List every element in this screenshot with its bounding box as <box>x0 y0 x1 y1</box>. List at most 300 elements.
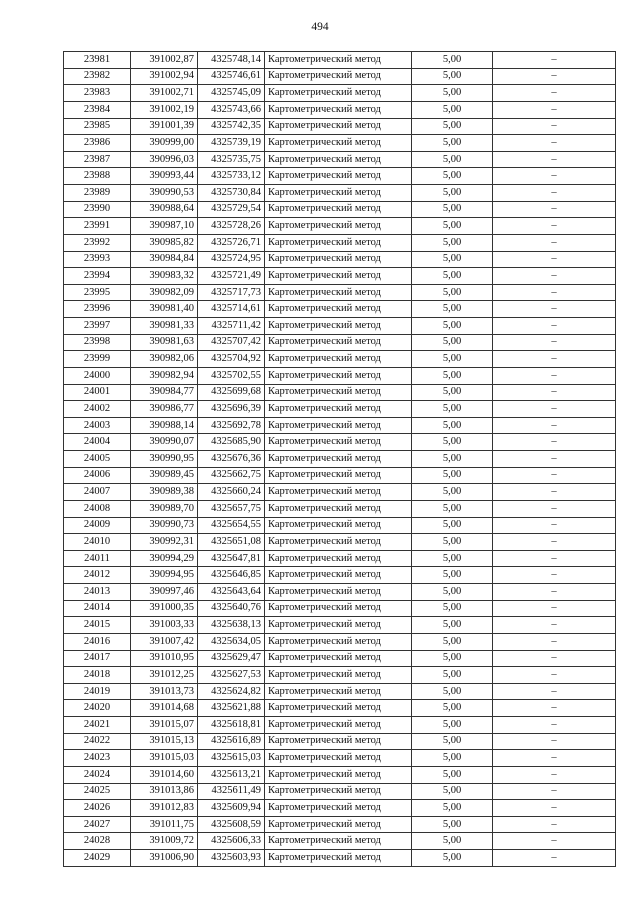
y-coordinate-cell: 4325692,78 <box>198 417 265 434</box>
point-number-cell: 24019 <box>64 683 131 700</box>
table-row <box>64 118 616 135</box>
method-cell: Картометрический метод <box>265 700 412 717</box>
y-coordinate-cell: 4325721,49 <box>198 268 265 285</box>
y-coordinate-cell: 4325651,08 <box>198 534 265 551</box>
point-number-cell: 23995 <box>64 284 131 301</box>
accuracy-cell: 5,00 <box>412 284 493 301</box>
table-row <box>64 850 616 867</box>
point-number-cell: 24025 <box>64 783 131 800</box>
point-number-cell: 24022 <box>64 733 131 750</box>
point-number-cell: 23985 <box>64 118 131 135</box>
method-cell: Картометрический метод <box>265 617 412 634</box>
description-cell: – <box>493 650 616 667</box>
table-row <box>64 168 616 185</box>
accuracy-cell: 5,00 <box>412 434 493 451</box>
y-coordinate-cell: 4325728,26 <box>198 218 265 235</box>
table-row <box>64 550 616 567</box>
description-cell: – <box>493 451 616 468</box>
y-coordinate-cell: 4325676,36 <box>198 451 265 468</box>
table-row <box>64 800 616 817</box>
table-row <box>64 101 616 118</box>
x-coordinate-cell: 390992,31 <box>131 534 198 551</box>
point-number-cell: 23991 <box>64 218 131 235</box>
y-coordinate-cell: 4325748,14 <box>198 52 265 69</box>
table-row <box>64 85 616 102</box>
description-cell: – <box>493 52 616 69</box>
point-number-cell: 23988 <box>64 168 131 185</box>
x-coordinate-cell: 391015,07 <box>131 717 198 734</box>
table-row <box>64 234 616 251</box>
method-cell: Картометрический метод <box>265 268 412 285</box>
accuracy-cell: 5,00 <box>412 467 493 484</box>
x-coordinate-cell: 390999,00 <box>131 135 198 152</box>
x-coordinate-cell: 391014,60 <box>131 766 198 783</box>
method-cell: Картометрический метод <box>265 717 412 734</box>
table-row <box>64 816 616 833</box>
method-cell: Картометрический метод <box>265 185 412 202</box>
x-coordinate-cell: 390993,44 <box>131 168 198 185</box>
point-number-cell: 24005 <box>64 451 131 468</box>
accuracy-cell: 5,00 <box>412 417 493 434</box>
y-coordinate-cell: 4325640,76 <box>198 600 265 617</box>
table-row <box>64 301 616 318</box>
description-cell: – <box>493 351 616 368</box>
table-row <box>64 218 616 235</box>
x-coordinate-cell: 390982,94 <box>131 367 198 384</box>
method-cell: Картометрический метод <box>265 151 412 168</box>
point-number-cell: 24004 <box>64 434 131 451</box>
accuracy-cell: 5,00 <box>412 667 493 684</box>
method-cell: Картометрический метод <box>265 816 412 833</box>
accuracy-cell: 5,00 <box>412 384 493 401</box>
point-number-cell: 23982 <box>64 68 131 85</box>
accuracy-cell: 5,00 <box>412 700 493 717</box>
accuracy-cell: 5,00 <box>412 733 493 750</box>
accuracy-cell: 5,00 <box>412 451 493 468</box>
accuracy-cell: 5,00 <box>412 251 493 268</box>
y-coordinate-cell: 4325707,42 <box>198 334 265 351</box>
x-coordinate-cell: 391001,39 <box>131 118 198 135</box>
x-coordinate-cell: 390996,03 <box>131 151 198 168</box>
y-coordinate-cell: 4325654,55 <box>198 517 265 534</box>
description-cell: – <box>493 135 616 152</box>
y-coordinate-cell: 4325643,64 <box>198 584 265 601</box>
x-coordinate-cell: 390988,14 <box>131 417 198 434</box>
method-cell: Картометрический метод <box>265 334 412 351</box>
point-number-cell: 24028 <box>64 833 131 850</box>
accuracy-cell: 5,00 <box>412 750 493 767</box>
x-coordinate-cell: 390990,07 <box>131 434 198 451</box>
description-cell: – <box>493 417 616 434</box>
point-number-cell: 24029 <box>64 850 131 867</box>
y-coordinate-cell: 4325627,53 <box>198 667 265 684</box>
x-coordinate-cell: 390981,63 <box>131 334 198 351</box>
method-cell: Картометрический метод <box>265 85 412 102</box>
description-cell: – <box>493 85 616 102</box>
y-coordinate-cell: 4325743,66 <box>198 101 265 118</box>
table-row <box>64 700 616 717</box>
x-coordinate-cell: 390990,95 <box>131 451 198 468</box>
accuracy-cell: 5,00 <box>412 783 493 800</box>
method-cell: Картометрический метод <box>265 401 412 418</box>
description-cell: – <box>493 517 616 534</box>
x-coordinate-cell: 391007,42 <box>131 633 198 650</box>
table-row <box>64 334 616 351</box>
accuracy-cell: 5,00 <box>412 334 493 351</box>
accuracy-cell: 5,00 <box>412 484 493 501</box>
y-coordinate-cell: 4325603,93 <box>198 850 265 867</box>
method-cell: Картометрический метод <box>265 783 412 800</box>
x-coordinate-cell: 391015,13 <box>131 733 198 750</box>
table-row <box>64 567 616 584</box>
description-cell: – <box>493 766 616 783</box>
point-number-cell: 24015 <box>64 617 131 634</box>
point-number-cell: 24000 <box>64 367 131 384</box>
x-coordinate-cell: 390989,45 <box>131 467 198 484</box>
y-coordinate-cell: 4325699,68 <box>198 384 265 401</box>
table-row <box>64 534 616 551</box>
method-cell: Картометрический метод <box>265 733 412 750</box>
method-cell: Картометрический метод <box>265 118 412 135</box>
method-cell: Картометрический метод <box>265 101 412 118</box>
y-coordinate-cell: 4325624,82 <box>198 683 265 700</box>
method-cell: Картометрический метод <box>265 633 412 650</box>
method-cell: Картометрический метод <box>265 434 412 451</box>
table-row <box>64 401 616 418</box>
point-number-cell: 23999 <box>64 351 131 368</box>
description-cell: – <box>493 633 616 650</box>
description-cell: – <box>493 434 616 451</box>
point-number-cell: 23990 <box>64 201 131 218</box>
x-coordinate-cell: 391000,35 <box>131 600 198 617</box>
point-number-cell: 23984 <box>64 101 131 118</box>
description-cell: – <box>493 816 616 833</box>
y-coordinate-cell: 4325745,09 <box>198 85 265 102</box>
point-number-cell: 24011 <box>64 550 131 567</box>
accuracy-cell: 5,00 <box>412 351 493 368</box>
method-cell: Картометрический метод <box>265 168 412 185</box>
x-coordinate-cell: 391010,95 <box>131 650 198 667</box>
y-coordinate-cell: 4325657,75 <box>198 500 265 517</box>
method-cell: Картометрический метод <box>265 68 412 85</box>
accuracy-cell: 5,00 <box>412 550 493 567</box>
accuracy-cell: 5,00 <box>412 534 493 551</box>
table-row <box>64 750 616 767</box>
x-coordinate-cell: 390981,33 <box>131 318 198 335</box>
method-cell: Картометрический метод <box>265 251 412 268</box>
description-cell: – <box>493 617 616 634</box>
accuracy-cell: 5,00 <box>412 600 493 617</box>
y-coordinate-cell: 4325662,75 <box>198 467 265 484</box>
x-coordinate-cell: 390994,29 <box>131 550 198 567</box>
x-coordinate-cell: 390982,06 <box>131 351 198 368</box>
description-cell: – <box>493 500 616 517</box>
method-cell: Картометрический метод <box>265 667 412 684</box>
description-cell: – <box>493 683 616 700</box>
point-number-cell: 24014 <box>64 600 131 617</box>
point-number-cell: 23993 <box>64 251 131 268</box>
table-row <box>64 351 616 368</box>
accuracy-cell: 5,00 <box>412 218 493 235</box>
x-coordinate-cell: 390985,82 <box>131 234 198 251</box>
table-row <box>64 318 616 335</box>
method-cell: Картометрический метод <box>265 384 412 401</box>
y-coordinate-cell: 4325726,71 <box>198 234 265 251</box>
table-row <box>64 268 616 285</box>
table-row <box>64 717 616 734</box>
y-coordinate-cell: 4325616,89 <box>198 733 265 750</box>
y-coordinate-cell: 4325613,21 <box>198 766 265 783</box>
x-coordinate-cell: 391002,19 <box>131 101 198 118</box>
x-coordinate-cell: 391002,71 <box>131 85 198 102</box>
description-cell: – <box>493 850 616 867</box>
method-cell: Картометрический метод <box>265 451 412 468</box>
description-cell: – <box>493 101 616 118</box>
accuracy-cell: 5,00 <box>412 301 493 318</box>
table-row <box>64 683 616 700</box>
coordinates-table-body <box>64 52 616 867</box>
point-number-cell: 23992 <box>64 234 131 251</box>
point-number-cell: 24008 <box>64 500 131 517</box>
y-coordinate-cell: 4325704,92 <box>198 351 265 368</box>
y-coordinate-cell: 4325717,73 <box>198 284 265 301</box>
accuracy-cell: 5,00 <box>412 168 493 185</box>
point-number-cell: 24009 <box>64 517 131 534</box>
description-cell: – <box>493 185 616 202</box>
y-coordinate-cell: 4325608,59 <box>198 816 265 833</box>
description-cell: – <box>493 484 616 501</box>
description-cell: – <box>493 251 616 268</box>
accuracy-cell: 5,00 <box>412 617 493 634</box>
accuracy-cell: 5,00 <box>412 500 493 517</box>
y-coordinate-cell: 4325609,94 <box>198 800 265 817</box>
accuracy-cell: 5,00 <box>412 234 493 251</box>
page-number: 494 <box>311 21 329 33</box>
method-cell: Картометрический метод <box>265 301 412 318</box>
x-coordinate-cell: 390982,09 <box>131 284 198 301</box>
point-number-cell: 23997 <box>64 318 131 335</box>
accuracy-cell: 5,00 <box>412 717 493 734</box>
description-cell: – <box>493 168 616 185</box>
y-coordinate-cell: 4325724,95 <box>198 251 265 268</box>
accuracy-cell: 5,00 <box>412 517 493 534</box>
y-coordinate-cell: 4325634,05 <box>198 633 265 650</box>
method-cell: Картометрический метод <box>265 650 412 667</box>
method-cell: Картометрический метод <box>265 417 412 434</box>
method-cell: Картометрический метод <box>265 766 412 783</box>
table-row <box>64 284 616 301</box>
accuracy-cell: 5,00 <box>412 185 493 202</box>
description-cell: – <box>493 284 616 301</box>
point-number-cell: 24024 <box>64 766 131 783</box>
x-coordinate-cell: 390997,46 <box>131 584 198 601</box>
accuracy-cell: 5,00 <box>412 567 493 584</box>
table-row <box>64 367 616 384</box>
x-coordinate-cell: 390990,73 <box>131 517 198 534</box>
point-number-cell: 23987 <box>64 151 131 168</box>
x-coordinate-cell: 391002,94 <box>131 68 198 85</box>
method-cell: Картометрический метод <box>265 850 412 867</box>
method-cell: Картометрический метод <box>265 234 412 251</box>
point-number-cell: 24003 <box>64 417 131 434</box>
y-coordinate-cell: 4325621,88 <box>198 700 265 717</box>
point-number-cell: 24021 <box>64 717 131 734</box>
accuracy-cell: 5,00 <box>412 650 493 667</box>
y-coordinate-cell: 4325714,61 <box>198 301 265 318</box>
table-row <box>64 584 616 601</box>
x-coordinate-cell: 391015,03 <box>131 750 198 767</box>
y-coordinate-cell: 4325615,03 <box>198 750 265 767</box>
accuracy-cell: 5,00 <box>412 367 493 384</box>
x-coordinate-cell: 390987,10 <box>131 218 198 235</box>
x-coordinate-cell: 391009,72 <box>131 833 198 850</box>
point-number-cell: 24016 <box>64 633 131 650</box>
table-row <box>64 484 616 501</box>
description-cell: – <box>493 567 616 584</box>
x-coordinate-cell: 390986,77 <box>131 401 198 418</box>
table-row <box>64 384 616 401</box>
accuracy-cell: 5,00 <box>412 101 493 118</box>
point-number-cell: 24027 <box>64 816 131 833</box>
accuracy-cell: 5,00 <box>412 584 493 601</box>
description-cell: – <box>493 733 616 750</box>
point-number-cell: 23989 <box>64 185 131 202</box>
y-coordinate-cell: 4325746,61 <box>198 68 265 85</box>
point-number-cell: 24002 <box>64 401 131 418</box>
description-cell: – <box>493 334 616 351</box>
point-number-cell: 24012 <box>64 567 131 584</box>
x-coordinate-cell: 391011,75 <box>131 816 198 833</box>
y-coordinate-cell: 4325618,81 <box>198 717 265 734</box>
table-row <box>64 151 616 168</box>
table-row <box>64 467 616 484</box>
accuracy-cell: 5,00 <box>412 135 493 152</box>
x-coordinate-cell: 391014,68 <box>131 700 198 717</box>
description-cell: – <box>493 234 616 251</box>
method-cell: Картометрический метод <box>265 750 412 767</box>
y-coordinate-cell: 4325611,49 <box>198 783 265 800</box>
table-row <box>64 451 616 468</box>
point-number-cell: 23983 <box>64 85 131 102</box>
y-coordinate-cell: 4325696,39 <box>198 401 265 418</box>
method-cell: Картометрический метод <box>265 52 412 69</box>
accuracy-cell: 5,00 <box>412 52 493 69</box>
method-cell: Картометрический метод <box>265 584 412 601</box>
method-cell: Картометрический метод <box>265 517 412 534</box>
x-coordinate-cell: 391006,90 <box>131 850 198 867</box>
method-cell: Картометрический метод <box>265 201 412 218</box>
description-cell: – <box>493 833 616 850</box>
y-coordinate-cell: 4325660,24 <box>198 484 265 501</box>
method-cell: Картометрический метод <box>265 550 412 567</box>
table-row <box>64 135 616 152</box>
accuracy-cell: 5,00 <box>412 633 493 650</box>
method-cell: Картометрический метод <box>265 484 412 501</box>
point-number-cell: 24023 <box>64 750 131 767</box>
accuracy-cell: 5,00 <box>412 800 493 817</box>
method-cell: Картометрический метод <box>265 284 412 301</box>
method-cell: Картометрический метод <box>265 351 412 368</box>
table-row <box>64 633 616 650</box>
accuracy-cell: 5,00 <box>412 833 493 850</box>
description-cell: – <box>493 550 616 567</box>
table-row <box>64 201 616 218</box>
description-cell: – <box>493 68 616 85</box>
description-cell: – <box>493 401 616 418</box>
x-coordinate-cell: 391003,33 <box>131 617 198 634</box>
method-cell: Картометрический метод <box>265 135 412 152</box>
y-coordinate-cell: 4325729,54 <box>198 201 265 218</box>
method-cell: Картометрический метод <box>265 600 412 617</box>
description-cell: – <box>493 367 616 384</box>
table-row <box>64 500 616 517</box>
description-cell: – <box>493 384 616 401</box>
description-cell: – <box>493 201 616 218</box>
description-cell: – <box>493 318 616 335</box>
point-number-cell: 24001 <box>64 384 131 401</box>
accuracy-cell: 5,00 <box>412 683 493 700</box>
method-cell: Картометрический метод <box>265 500 412 517</box>
table-row <box>64 600 616 617</box>
description-cell: – <box>493 301 616 318</box>
accuracy-cell: 5,00 <box>412 850 493 867</box>
table-row <box>64 667 616 684</box>
y-coordinate-cell: 4325647,81 <box>198 550 265 567</box>
accuracy-cell: 5,00 <box>412 68 493 85</box>
x-coordinate-cell: 391012,25 <box>131 667 198 684</box>
table-row <box>64 434 616 451</box>
x-coordinate-cell: 391002,87 <box>131 52 198 69</box>
x-coordinate-cell: 390989,38 <box>131 484 198 501</box>
point-number-cell: 23994 <box>64 268 131 285</box>
description-cell: – <box>493 467 616 484</box>
description-cell: – <box>493 600 616 617</box>
accuracy-cell: 5,00 <box>412 118 493 135</box>
point-number-cell: 23986 <box>64 135 131 152</box>
table-row <box>64 766 616 783</box>
description-cell: – <box>493 783 616 800</box>
point-number-cell: 24018 <box>64 667 131 684</box>
y-coordinate-cell: 4325739,19 <box>198 135 265 152</box>
y-coordinate-cell: 4325733,12 <box>198 168 265 185</box>
description-cell: – <box>493 700 616 717</box>
x-coordinate-cell: 390984,77 <box>131 384 198 401</box>
method-cell: Картометрический метод <box>265 218 412 235</box>
y-coordinate-cell: 4325730,84 <box>198 185 265 202</box>
y-coordinate-cell: 4325646,85 <box>198 567 265 584</box>
table-row <box>64 417 616 434</box>
x-coordinate-cell: 390989,70 <box>131 500 198 517</box>
x-coordinate-cell: 391013,86 <box>131 783 198 800</box>
table-row <box>64 833 616 850</box>
point-number-cell: 23998 <box>64 334 131 351</box>
point-number-cell: 23981 <box>64 52 131 69</box>
point-number-cell: 24007 <box>64 484 131 501</box>
method-cell: Картометрический метод <box>265 467 412 484</box>
y-coordinate-cell: 4325742,35 <box>198 118 265 135</box>
x-coordinate-cell: 390983,32 <box>131 268 198 285</box>
y-coordinate-cell: 4325735,75 <box>198 151 265 168</box>
point-number-cell: 24020 <box>64 700 131 717</box>
description-cell: – <box>493 584 616 601</box>
method-cell: Картометрический метод <box>265 367 412 384</box>
description-cell: – <box>493 268 616 285</box>
accuracy-cell: 5,00 <box>412 766 493 783</box>
description-cell: – <box>493 534 616 551</box>
x-coordinate-cell: 390981,40 <box>131 301 198 318</box>
table-row <box>64 251 616 268</box>
point-number-cell: 24013 <box>64 584 131 601</box>
